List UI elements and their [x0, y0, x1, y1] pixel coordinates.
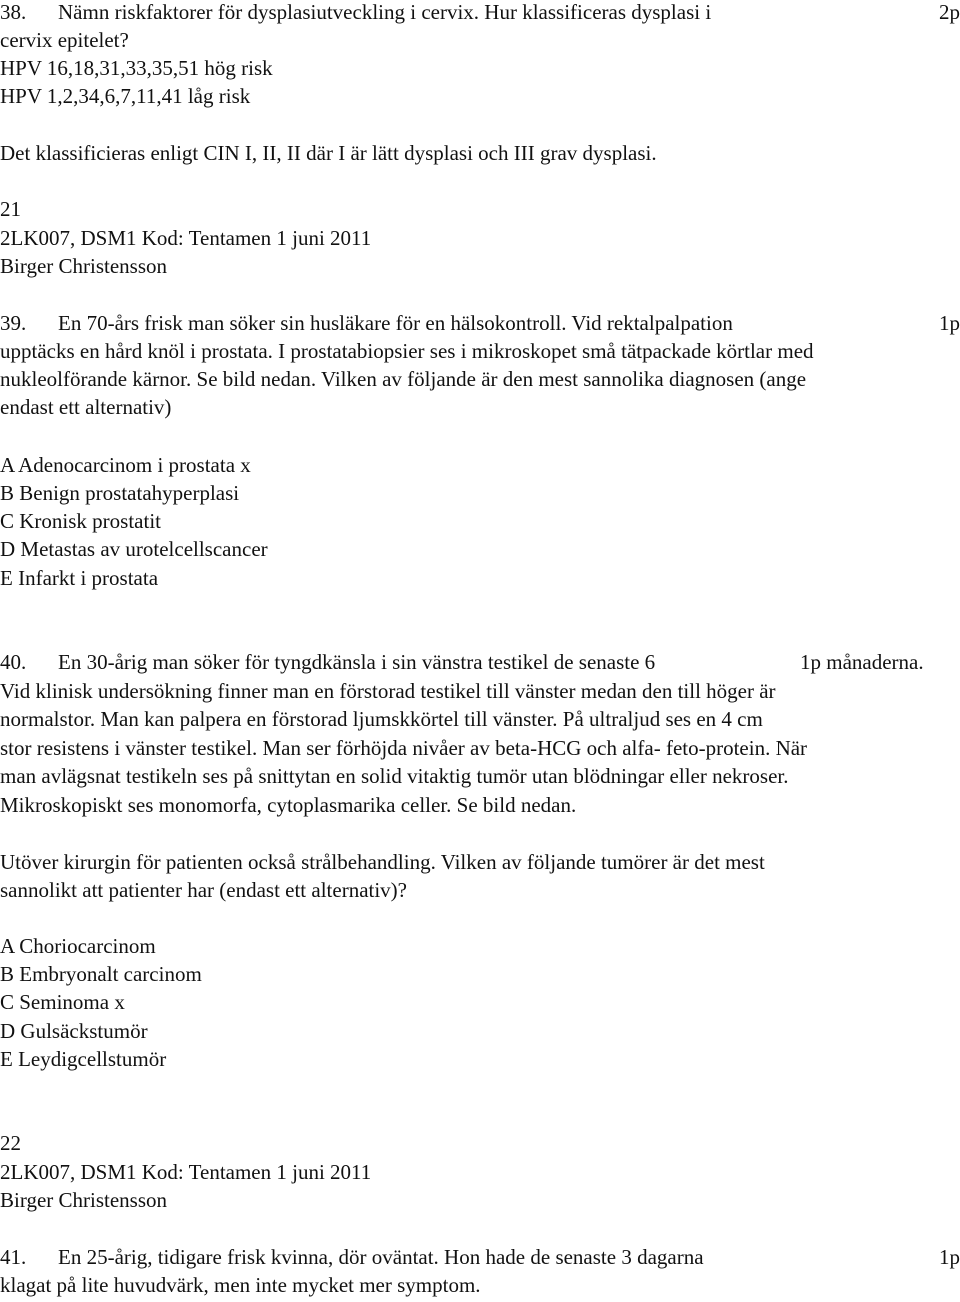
- author-name: Birger Christensson: [0, 1188, 168, 1212]
- q38-answer-line-1: HPV 16,18,31,33,35,51 hög risk: [0, 56, 273, 80]
- q40-option-b: B Embryonalt carcinom: [0, 962, 202, 986]
- q38-points: 2p: [939, 0, 960, 24]
- q39-option-c: C Kronisk prostatit: [0, 509, 161, 533]
- q38-number: 38.: [0, 0, 27, 24]
- q39-text-line-3: endast ett alternativ): [0, 395, 172, 419]
- q39-first-line: 39. En 70-års frisk man söker sin husläkare för en hälsokontroll. Vid rektalpalpation: [0, 311, 733, 335]
- q39-text-line-1: upptäcks en hård knöl i prostata. I prostatabiopsier ses i mikroskopet små tätpackade körtlar med: [0, 339, 814, 363]
- q41-number: 41.: [0, 1245, 27, 1269]
- q40-text-line-2: normalstor. Man kan palpera en förstorad ljumskkörtel till vänster. På ultraljud ses en 4 cm: [0, 707, 763, 731]
- q40-text-line-3: stor resistens i vänster testikel. Man ser förhöjda nivåer av beta-HCG och alfa- feto-protein. När: [0, 736, 808, 760]
- q40-text-line-5: Mikroskopiskt ses monomorfa, cytoplasmarika celler. Se bild nedan.: [0, 793, 577, 817]
- q40-first-line: 40. En 30-årig man söker för tyngdkänsla i sin vänstra testikel de senaste 6: [0, 650, 656, 674]
- q40-option-d: D Gulsäckstumör: [0, 1019, 148, 1043]
- q39-text-line-2: nukleolförande kärnor. Se bild nedan. Vilken av följande är den mest sannolika diagnosen (ange: [0, 367, 807, 391]
- q40-points: 1p: [800, 650, 821, 674]
- q40-points-line: [800, 650, 924, 674]
- course-header: 2LK007, DSM1 Kod: Tentamen 1 juni 2011: [0, 1160, 372, 1184]
- q41-first-line: 41. En 25-årig, tidigare frisk kvinna, dör oväntat. Hon hade de senaste 3 dagarna: [0, 1245, 704, 1269]
- q39-number: 39.: [0, 311, 27, 335]
- q38-classification: Det klassificieras enligt CIN I, II, II där I är lätt dysplasi och III grav dysplasi.: [0, 141, 657, 165]
- q40-option-a: A Choriocarcinom: [0, 934, 156, 958]
- q38-question-line-2: cervix epitelet?: [0, 28, 129, 52]
- q39-option-e: E Infarkt i prostata: [0, 566, 159, 590]
- q40-question-line-2: sannolikt att patienter har (endast ett alternativ)?: [0, 878, 407, 902]
- q40-question-line-1: Utöver kirurgin för patienten också strålbehandling. Vilken av följande tumörer är det mest: [0, 850, 765, 874]
- q39-option-d: D Metastas av urotelcellscancer: [0, 537, 268, 561]
- q39-option-a: A Adenocarcinom i prostata x: [0, 453, 251, 477]
- page-number: 21: [0, 197, 21, 221]
- q41-points: 1p: [939, 1245, 960, 1269]
- q40-number: 40.: [0, 650, 27, 674]
- q40-option-e: E Leydigcellstumör: [0, 1047, 167, 1071]
- q38-question-line-1: 38. Nämn riskfaktorer för dysplasiutveckling i cervix. Hur klassificeras dysplasi i: [0, 0, 712, 24]
- q39-points: 1p: [939, 311, 960, 335]
- q40-text-line-1: Vid klinisk undersökning finner man en förstorad testikel till vänster medan den till höger är: [0, 679, 776, 703]
- page-number: 22: [0, 1131, 21, 1155]
- q38-answer-line-2: HPV 1,2,34,6,7,11,41 låg risk: [0, 84, 251, 108]
- author-name: Birger Christensson: [0, 254, 168, 278]
- q40-first-line-end: månaderna.: [826, 650, 924, 674]
- course-header: 2LK007, DSM1 Kod: Tentamen 1 juni 2011: [0, 226, 372, 250]
- q40-text-line-4: man avlägsnat testikeln ses på snittytan en solid vitaktig tumör utan blödningar eller nekroser.: [0, 764, 789, 788]
- q40-option-c: C Seminoma x: [0, 990, 125, 1014]
- q39-option-b: B Benign prostatahyperplasi: [0, 481, 240, 505]
- q41-text-line-1: klagat på lite huvudvärk, men inte mycket mer symptom.: [0, 1273, 481, 1297]
